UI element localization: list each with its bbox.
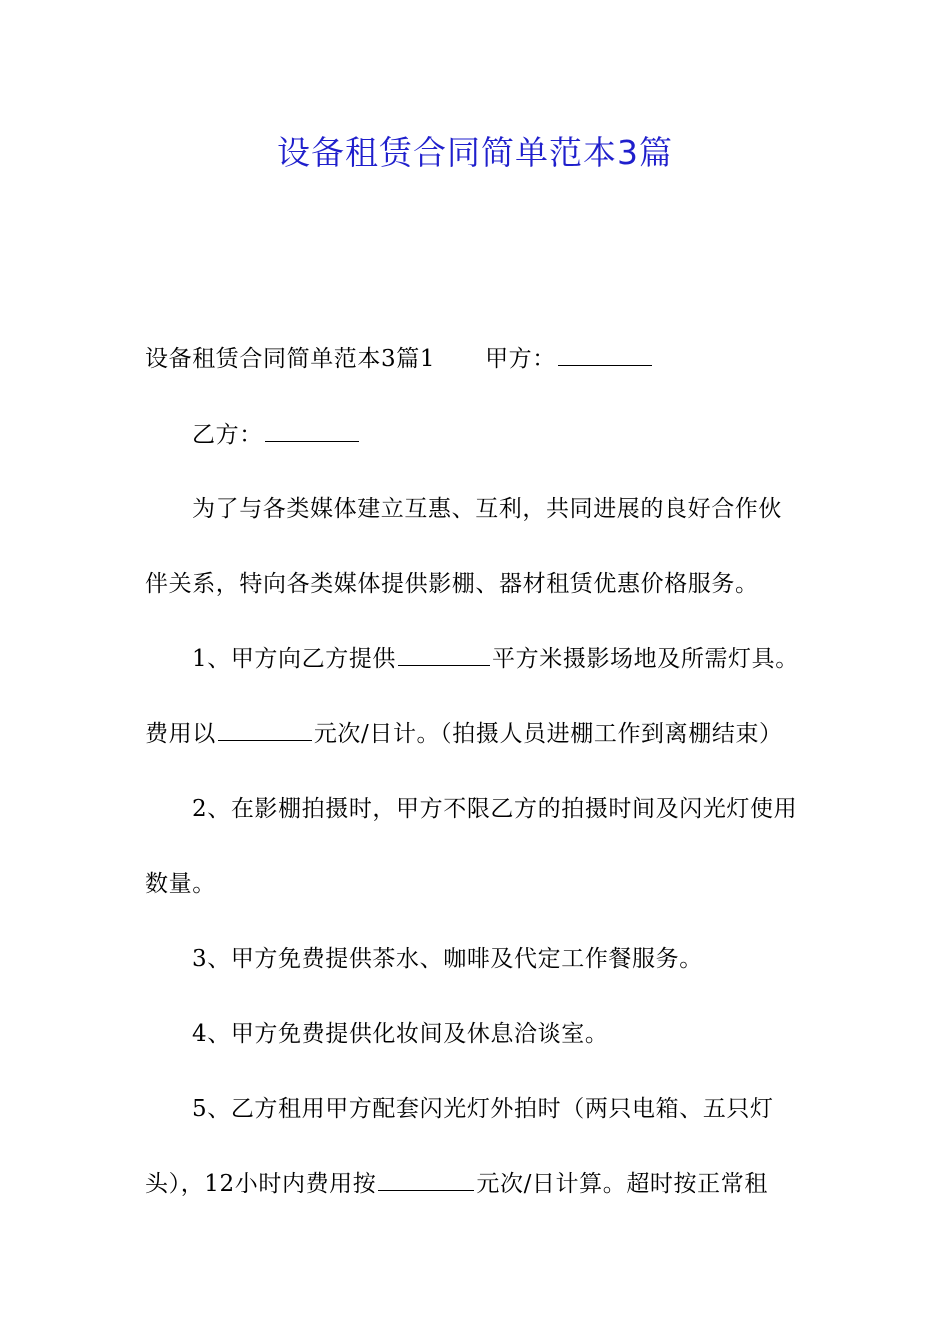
clause-1-line-2 — [145, 716, 783, 752]
clause-5-line-2 — [145, 1166, 768, 1202]
clause-5-text-b: 元次/日计算。超时按正常租 — [476, 1171, 768, 1197]
section-subtitle: 设备租赁合同简单范本3篇1 — [145, 346, 436, 372]
fee-blank — [218, 718, 312, 741]
clause-1-text-c: 费用以 — [145, 721, 216, 747]
intro-line-2: 伴关系，特向各类媒体提供影棚、器材租赁优惠价格服务。 — [145, 571, 759, 597]
clause-3: 3、甲方免费提供茶水、咖啡及代定工作餐服务。 — [192, 946, 703, 972]
outdoor-fee-blank — [378, 1168, 474, 1191]
clause-5-line-1: 5、乙方租用甲方配套闪光灯外拍时（两只电箱、五只灯 — [192, 1096, 774, 1122]
clause-4: 4、甲方免费提供化妆间及休息洽谈室。 — [192, 1021, 609, 1047]
clause-2-line-2: 数量。 — [145, 871, 216, 897]
clause-2-line-1: 2、在影棚拍摄时，甲方不限乙方的拍摄时间及闪光灯使用 — [192, 796, 798, 822]
party-b-blank — [265, 419, 359, 442]
clause-1-text-d: 元次/日计。（拍摄人员进棚工作到离棚结束） — [313, 721, 783, 747]
party-b-label: 乙方： — [192, 422, 263, 448]
clause-1-line-1 — [192, 641, 799, 677]
area-blank — [398, 643, 490, 666]
clause-1-text-b: 平方米摄影场地及所需灯具。 — [492, 646, 799, 672]
intro-line-1: 为了与各类媒体建立互惠、互利，共同进展的良好合作伙 — [192, 496, 782, 522]
party-a-label: 甲方： — [485, 346, 556, 372]
party-a-blank — [558, 343, 652, 366]
clause-1-text-a: 1、甲方向乙方提供 — [192, 646, 397, 672]
heading-line — [145, 341, 654, 377]
document-title: 设备租赁合同简单范本3篇 — [277, 133, 673, 172]
party-b-line — [192, 417, 361, 453]
clause-5-text-a: 头），12小时内费用按 — [145, 1171, 377, 1197]
